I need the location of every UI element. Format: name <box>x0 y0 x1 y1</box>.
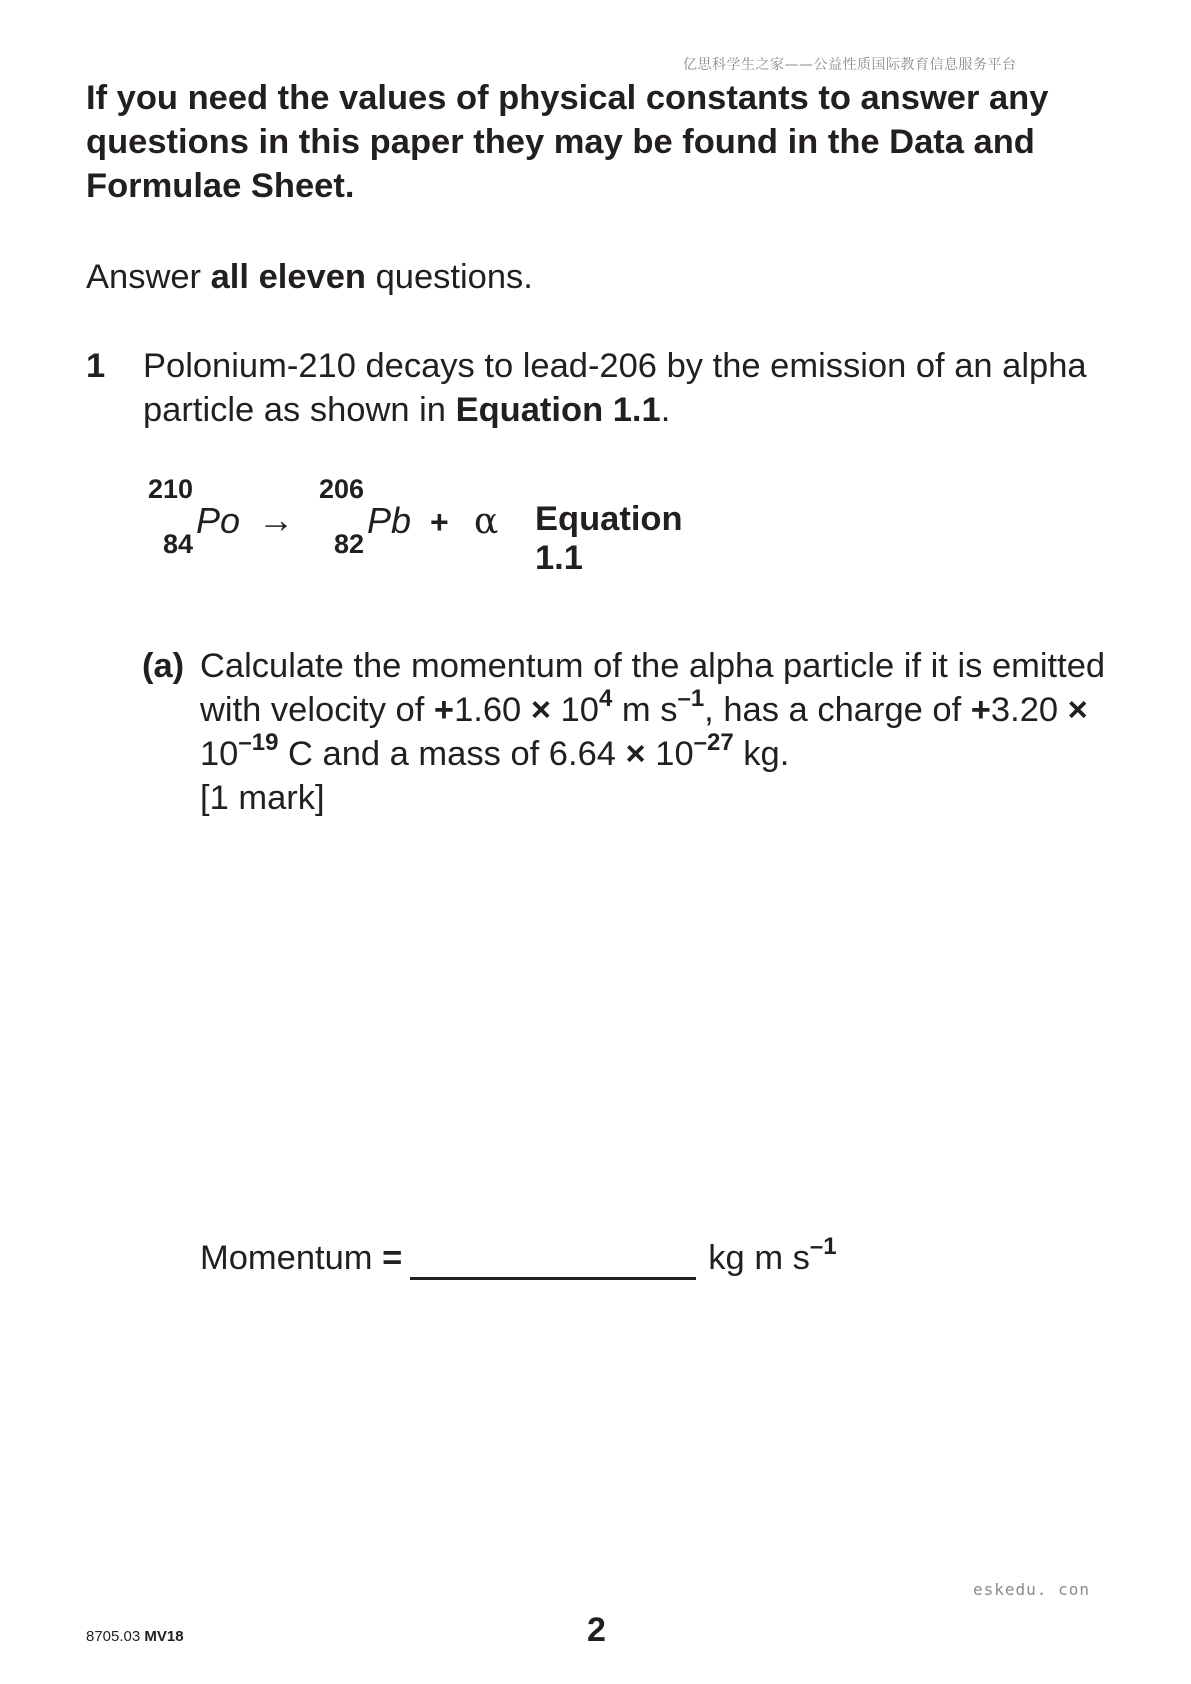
part-a-text-3: C and a mass of 6.64 <box>278 735 626 773</box>
paper-code <box>86 1628 184 1645</box>
charge-exponent: –19 <box>238 728 279 756</box>
charge-sign: + <box>970 691 991 729</box>
part-a-text-4: kg. <box>733 735 790 773</box>
part-a-label: (a) <box>142 647 185 685</box>
paper-code-number: 8705.03 <box>86 1628 145 1645</box>
instructions-intro: If you need the values of physical constants to answer any questions in this paper they may be found in the Data and Formulae Sheet. <box>86 79 1049 205</box>
answer-all-post: questions. <box>365 258 533 296</box>
times-sign: × <box>530 691 551 729</box>
question-text-post: . <box>660 391 671 429</box>
mass-exponent: –27 <box>693 728 734 756</box>
paper-code-version: MV18 <box>144 1628 184 1645</box>
charge-mantissa: 3.20 <box>990 691 1068 729</box>
equals-sign: = <box>382 1239 403 1277</box>
times-sign: × <box>625 735 646 773</box>
lead-symbol: Pb <box>367 500 412 541</box>
alpha-symbol: α <box>474 501 499 542</box>
times-sign: × <box>1067 691 1088 729</box>
velocity-unit: m s <box>612 691 678 729</box>
watermark-footer: eskedu. con <box>973 1580 1090 1599</box>
polonium-symbol: Po <box>196 500 241 541</box>
velocity-sign: + <box>433 691 455 729</box>
velocity-exponent: 4 <box>598 684 613 712</box>
velocity-unit-exponent: –1 <box>677 684 705 712</box>
polonium-atomic-number: 84 <box>162 529 193 559</box>
polonium-mass-number: 210 <box>147 474 193 504</box>
plus-sign: + <box>430 504 449 540</box>
question-text <box>143 344 1103 432</box>
question-text-pre: Polonium-210 decays to lead-206 by the emission of an alpha particle as shown in <box>143 347 1087 429</box>
charge-base: 10 <box>200 735 239 773</box>
answer-all-pre: Answer <box>86 258 211 296</box>
part-a-text-2: , has a charge of <box>704 691 971 729</box>
part-a-text <box>200 644 1120 776</box>
question-number: 1 <box>86 347 106 385</box>
velocity-mantissa: 1.60 <box>454 691 531 729</box>
lead-atomic-number: 82 <box>333 529 364 559</box>
momentum-unit: kg m s <box>708 1239 810 1277</box>
momentum-unit-exponent: –1 <box>809 1232 837 1260</box>
mass-base: 10 <box>645 735 694 773</box>
part-a-text-1: Calculate the momentum of the alpha particle if it is emitted with velocity of <box>200 647 1106 729</box>
equation-label: Equation 1.1 <box>535 500 683 577</box>
watermark-header: 亿思科学生之家——公益性质国际教育信息服务平台 <box>683 57 1017 73</box>
momentum-label: Momentum <box>200 1239 383 1277</box>
velocity-base: 10 <box>550 691 599 729</box>
momentum-answer-line <box>200 1232 837 1280</box>
answer-all-bold: all eleven <box>210 258 366 296</box>
momentum-answer-field[interactable] <box>410 1243 696 1280</box>
question-text-equation-ref: Equation 1.1 <box>455 391 661 429</box>
page-number: 2 <box>587 1611 606 1649</box>
part-a-marks: [1 mark] <box>200 779 325 817</box>
lead-mass-number: 206 <box>318 474 364 504</box>
reaction-arrow: → <box>258 499 294 540</box>
answer-all-instruction <box>86 255 533 299</box>
